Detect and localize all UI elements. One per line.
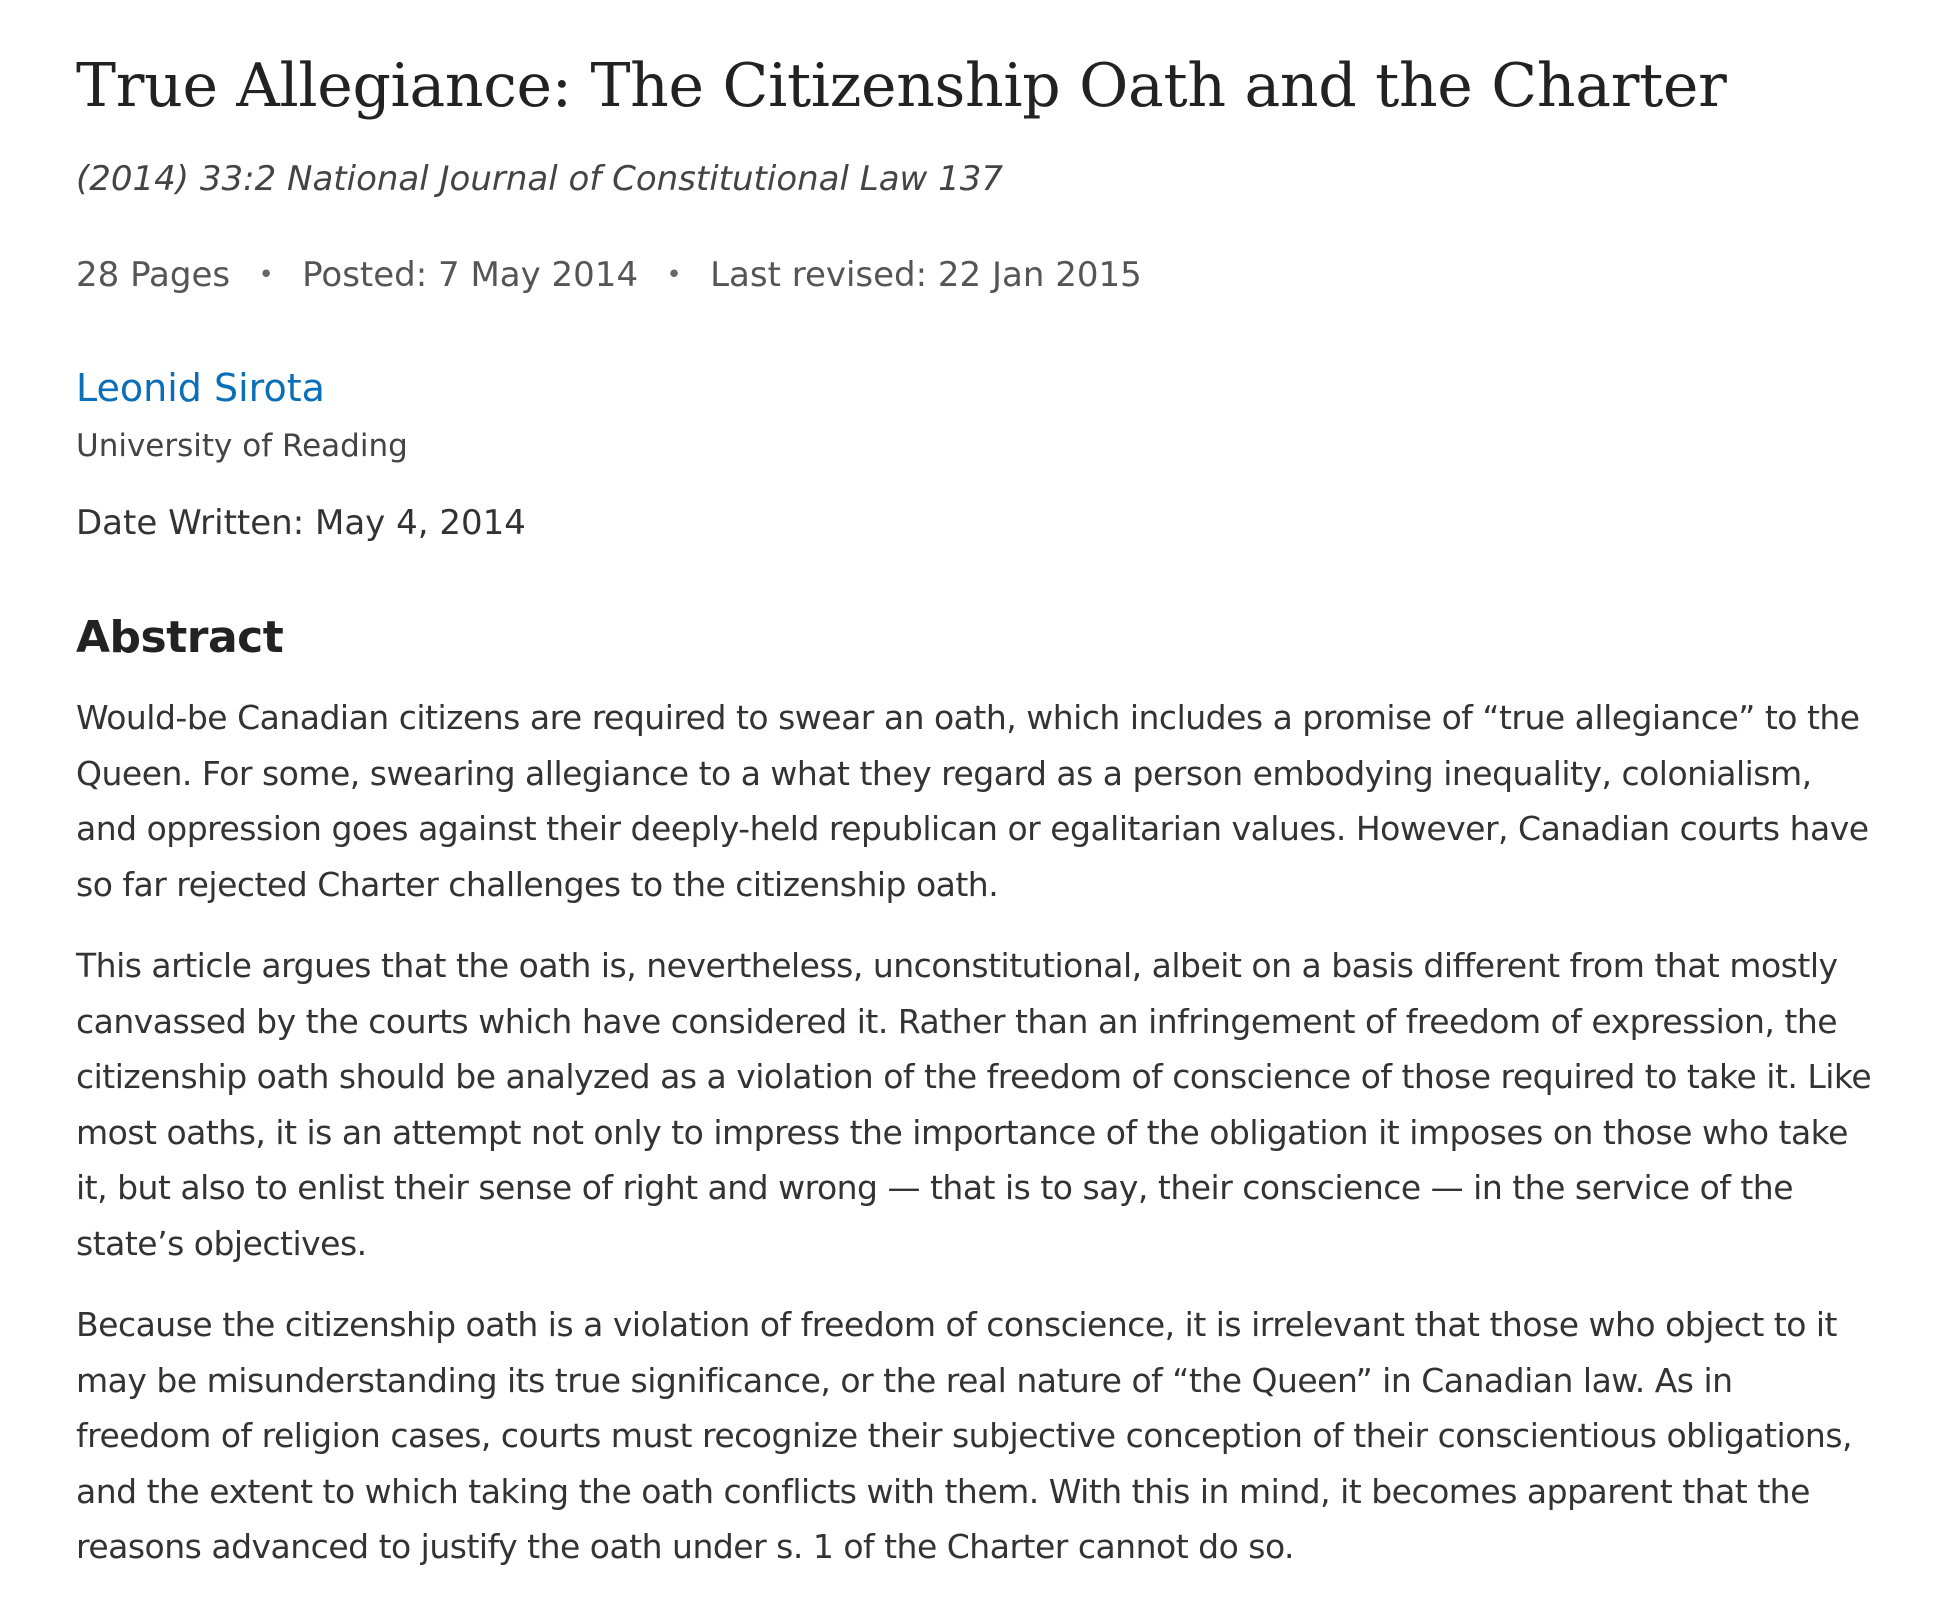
journal-citation: (2014) 33:2 National Journal of Constitutional Law 137 [76, 159, 1004, 199]
paper-title: True Allegiance: The Citizenship Oath and the Charter [76, 51, 1727, 121]
page-count: 28 Pages [76, 255, 231, 295]
meta-separator: • [666, 260, 682, 290]
meta-separator: • [258, 260, 274, 290]
author-affiliation: University of Reading [76, 428, 408, 464]
last-revised-date: Last revised: 22 Jan 2015 [710, 255, 1142, 295]
date-written: Date Written: May 4, 2014 [76, 503, 526, 543]
paper-meta [76, 250, 1142, 300]
abstract-paragraph: Because the citizenship oath is a violation of freedom of conscience, it is irrelevant that those who object to it may be misunderstanding its true significance, or the real nature of “the Queen” in Canadian law. As in freedom of religion cases, courts must recognize their subjective conception of their conscientious obligations, and the extent to which taking the oath conflicts with them. With this in mind, it becomes apparent that the reasons advanced to justify the oath under s. 1 of the Charter cannot do so. [76, 1305, 1853, 1566]
abstract-heading: Abstract [76, 612, 284, 663]
abstract-paragraph: Would-be Canadian citizens are required to swear an oath, which includes a promise of “true allegiance” to the Queen. For some, swearing allegiance to a what they regard as a person embodying inequality, colonialism, and oppression goes against their deeply-held republican or egalitarian values. However, Canadian courts have so far rejected Charter challenges to the citizenship oath. [76, 698, 1869, 904]
author-link[interactable]: Leonid Sirota [76, 366, 325, 410]
abstract-paragraph: This article argues that the oath is, nevertheless, unconstitutional, albeit on a basis different from that mostly canvassed by the courts which have considered it. Rather than an infringement of freedom of expression, the citizenship oath should be analyzed as a violation of the freedom of conscience of those required to take it. Like most oaths, it is an attempt not only to impress the importance of the obligation it imposes on those who take it, but also to enlist their sense of right and wrong — that is to say, their conscience — in the service of the state’s objectives. [76, 946, 1872, 1263]
posted-date: Posted: 7 May 2014 [302, 255, 639, 295]
abstract-body [76, 690, 1876, 1601]
